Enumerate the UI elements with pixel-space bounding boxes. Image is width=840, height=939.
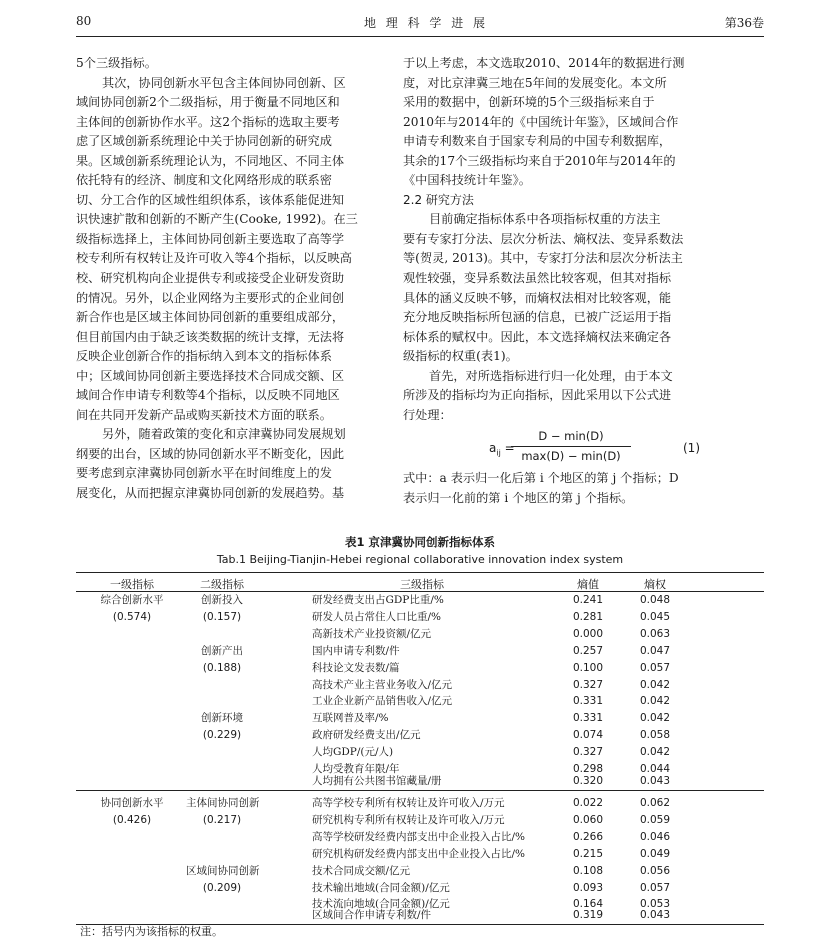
formula-lhs: $a_{ij}$ = — [489, 441, 515, 458]
level2-weight: (0.209) — [202, 882, 242, 894]
table-group-rule — [76, 790, 764, 791]
weight-value: 0.042 — [639, 679, 671, 691]
entropy-value: 0.257 — [572, 645, 604, 657]
entropy-value: 0.319 — [572, 909, 604, 921]
text-line: 表示归一化前的第 i 个地区的第 j 个指标。 — [403, 490, 634, 505]
entropy-value: 0.108 — [572, 865, 604, 877]
text-line: 式中：a 表示归一化后第 i 个地区的第 j 个指标；D — [403, 471, 679, 486]
weight-value: 0.053 — [639, 898, 671, 910]
indicator-name: 技术合同成交额/亿元 — [312, 865, 411, 877]
entropy-value: 0.327 — [572, 746, 604, 758]
text-line: 具体的涵义反映不够，而熵权法相对比较客观，能 — [403, 290, 672, 305]
formula-1 — [403, 427, 700, 469]
formula-denominator: max(D) − min(D) — [511, 446, 631, 466]
level2-name: 区域间协同创新 — [186, 865, 260, 877]
text-line: 域间合作申请专利数等4个指标，以反映不同地区 — [76, 388, 340, 403]
text-line: 切、分工合作的区域性组织体系，该体系能促进知 — [76, 192, 345, 207]
table-header-level2: 二级指标 — [200, 578, 244, 591]
entropy-value: 0.074 — [572, 729, 604, 741]
weight-value: 0.063 — [639, 628, 671, 640]
weight-value: 0.057 — [639, 882, 671, 894]
header-rule — [76, 36, 764, 37]
entropy-value: 0.331 — [572, 712, 604, 724]
level1-weight: (0.574) — [112, 611, 152, 623]
weight-value: 0.042 — [639, 712, 671, 724]
weight-value: 0.042 — [639, 746, 671, 758]
indicator-name: 高新技术产业投资额/亿元 — [312, 628, 432, 640]
entropy-value: 0.060 — [572, 814, 604, 826]
level1-name: 综合创新水平 — [100, 594, 164, 606]
text-line: 级指标的权重(表1)。 — [403, 349, 518, 364]
table-header-entropy: 熵值 — [577, 578, 599, 591]
table-caption-en: Tab.1 Beijing-Tianjin-Hebei regional collaborative innovation index system — [216, 553, 624, 566]
running-header — [76, 14, 764, 34]
text-line: 另外，随着政策的变化和京津冀协同发展规划 — [102, 427, 346, 442]
text-line: 虑了区域创新系统理论中关于协同创新的研究成 — [76, 134, 332, 149]
weight-value: 0.046 — [639, 831, 671, 843]
weight-value: 0.047 — [639, 645, 671, 657]
text-line: 标体系的赋权中。因此，本文选择熵权法来确定各 — [403, 329, 672, 344]
entropy-value: 0.022 — [572, 797, 604, 809]
indicator-name: 研究机构研发经费内部支出中企业投入占比/% — [312, 848, 526, 860]
level2-weight: (0.217) — [202, 814, 242, 826]
level2-weight: (0.229) — [202, 729, 242, 741]
indicator-name: 区域间合作申请专利数/件 — [312, 909, 432, 921]
text-line: 反映企业创新合作的指标纳入到本文的指标体系 — [76, 349, 332, 364]
text-line: 主体间的创新协作水平。这2个指标的选取主要考 — [76, 114, 340, 129]
weight-value: 0.057 — [639, 662, 671, 674]
text-line: 依托特有的经济、制度和文化网络形成的联系密 — [76, 173, 332, 188]
text-line: 校专利所有权转让及许可收入等4个指标，以反映高 — [76, 251, 352, 266]
entropy-value: 0.327 — [572, 679, 604, 691]
section-title: 2.2 研究方法 — [403, 192, 474, 207]
journal-title: 地 理 科 学 进 展 — [363, 16, 489, 30]
table-note: 注：括号内为该指标的权重。 — [80, 925, 223, 938]
entropy-value: 0.241 — [572, 594, 604, 606]
weight-value: 0.058 — [639, 729, 671, 741]
level2-name: 创新环境 — [201, 712, 243, 724]
indicator-name: 国内申请专利数/件 — [312, 645, 400, 657]
indicator-name: 人均受教育年限/年 — [312, 763, 400, 775]
text-line: 观性较强，变异系数法虽然比较客观，但其对指标 — [403, 271, 672, 286]
right-column — [403, 54, 700, 508]
entropy-value: 0.093 — [572, 882, 604, 894]
text-line: 充分地反映指标所包涵的信息，已被广泛运用于指 — [403, 310, 672, 325]
text-line: 《中国科技统计年鉴》。 — [403, 173, 531, 188]
entropy-value: 0.281 — [572, 611, 604, 623]
indicator-name: 技术输出地域(合同金额)/亿元 — [312, 882, 450, 894]
text-line: 所涉及的指标均为正向指标，因此采用以下公式进 — [403, 388, 672, 403]
text-line: 新合作也是区域主体间协同创新的重要组成部分， — [76, 310, 345, 325]
text-line: 5个三级指标。 — [76, 56, 157, 70]
text-line: 度，对比京津冀三地在5年间的发展变化。本文所 — [403, 75, 667, 90]
entropy-value: 0.266 — [572, 831, 604, 843]
text-line: 域间协同创新2个二级指标，用于衡量不同地区和 — [76, 95, 340, 110]
text-line: 展变化，从而把握京津冀协同创新的发展趋势。基 — [76, 486, 345, 501]
text-line: 首先，对所选指标进行归一化处理，由于本文 — [429, 368, 673, 383]
level2-name: 创新投入 — [201, 594, 243, 606]
text-line: 间在共同开发新产品或购买新技术方面的联系。 — [76, 407, 332, 422]
table-caption-cn: 表1 京津冀协同创新指标体系 — [344, 535, 495, 549]
text-line: 果。区域创新系统理论认为，不同地区、不同主体 — [76, 153, 345, 168]
indicator-name: 人均拥有公共图书馆藏量/册 — [312, 775, 442, 787]
text-line: 采用的数据中，创新环境的5个三级指标来自于 — [403, 95, 655, 110]
indicator-name: 研发人员占常住人口比重/% — [312, 611, 442, 623]
entropy-value: 0.164 — [572, 898, 604, 910]
text-line: 要考虑到京津冀协同创新水平在时间维度上的发 — [76, 466, 332, 481]
level2-name: 主体间协同创新 — [186, 797, 260, 809]
text-line: 但目前国内由于缺乏该类数据的统计支撑，无法将 — [76, 329, 345, 344]
text-line: 目前确定指标体系中各项指标权重的方法主 — [429, 212, 661, 227]
indicator-name: 科技论文发表数/篇 — [312, 662, 400, 674]
indicator-name: 人均GDP/(元/人) — [312, 746, 394, 758]
text-line: 其余的17个三级指标均来自于2010年与2014年的 — [403, 153, 676, 168]
level1-name: 协同创新水平 — [100, 797, 164, 809]
entropy-value: 0.100 — [572, 662, 604, 674]
indicator-name: 高技术产业主营业务收入/亿元 — [312, 679, 453, 691]
weight-value: 0.044 — [639, 763, 671, 775]
table-header-level1: 一级指标 — [110, 578, 154, 591]
table-header-weight: 熵权 — [644, 578, 666, 591]
indicator-name: 工业企业新产品销售收入/亿元 — [312, 695, 453, 707]
text-line: 校、研究机构向企业提供专利或接受企业研发资助 — [76, 271, 345, 286]
text-line: 的情况。另外，以企业网络为主要形式的企业间创 — [76, 290, 345, 305]
indicator-name: 政府研发经费支出/亿元 — [312, 729, 421, 741]
level1-weight: (0.426) — [112, 814, 152, 826]
table-header-level3: 三级指标 — [400, 578, 444, 591]
text-line: 其次，协同创新水平包含主体间协同创新、区 — [102, 75, 346, 90]
volume-label: 第36卷 — [724, 16, 764, 30]
weight-value: 0.059 — [639, 814, 671, 826]
table-top-rule — [76, 572, 764, 573]
entropy-value: 0.320 — [572, 775, 604, 787]
entropy-value: 0.298 — [572, 763, 604, 775]
indicator-name: 研发经费支出占GDP比重/% — [312, 594, 444, 606]
indicator-name: 技术流向地域(合同金额)/亿元 — [312, 898, 450, 910]
entropy-value: 0.000 — [572, 628, 604, 640]
weight-value: 0.056 — [639, 865, 671, 877]
entropy-value: 0.331 — [572, 695, 604, 707]
page-number: 80 — [76, 14, 92, 28]
text-line: 行处理： — [403, 407, 452, 422]
entropy-value: 0.215 — [572, 848, 604, 860]
weight-value: 0.045 — [639, 611, 671, 623]
formula-numerator: D − min(D) — [538, 429, 604, 444]
indicator-name: 高等学校研发经费内部支出中企业投入占比/% — [312, 831, 526, 843]
weight-value: 0.062 — [639, 797, 671, 809]
equation-number: (1) — [683, 441, 700, 456]
text-line: 要有专家打分法、层次分析法、熵权法、变异系数法 — [403, 231, 684, 246]
level2-name: 创新产出 — [201, 645, 243, 657]
formula-fraction — [511, 427, 631, 466]
weight-value: 0.042 — [639, 695, 671, 707]
text-line: 纲要的出台，区域的协同创新水平不断变化，因此 — [76, 446, 345, 461]
left-column — [76, 54, 376, 504]
text-line: 申请专利数来自于国家专利局的中国专利数据库， — [403, 134, 672, 149]
indicator-name: 互联网普及率/% — [312, 712, 389, 724]
weight-value: 0.048 — [639, 594, 671, 606]
text-line: 于以上考虑，本文选取2010、2014年的数据进行测 — [403, 56, 685, 70]
text-line: 中；区域间协同创新主要选择技术合同成交额、区 — [76, 368, 345, 383]
indicator-name: 高等学校专利所有权转让及许可收入/万元 — [312, 797, 505, 809]
level2-weight: (0.157) — [202, 611, 242, 623]
weight-value: 0.049 — [639, 848, 671, 860]
indicator-name: 研究机构专利所有权转让及许可收入/万元 — [312, 814, 505, 826]
text-line: 级指标选择上，主体间协同创新主要选取了高等学 — [76, 231, 345, 246]
level2-weight: (0.188) — [202, 662, 242, 674]
text-line: 识快速扩散和创新的不断产生(Cooke, 1992)。在三 — [76, 212, 358, 227]
text-line: 等(贺灵, 2013)。其中，专家打分法和层次分析法主 — [403, 251, 683, 266]
weight-value: 0.043 — [639, 909, 671, 921]
text-line: 2010年与2014年的《中国统计年鉴》，区域间合作 — [403, 114, 679, 129]
weight-value: 0.043 — [639, 775, 671, 787]
